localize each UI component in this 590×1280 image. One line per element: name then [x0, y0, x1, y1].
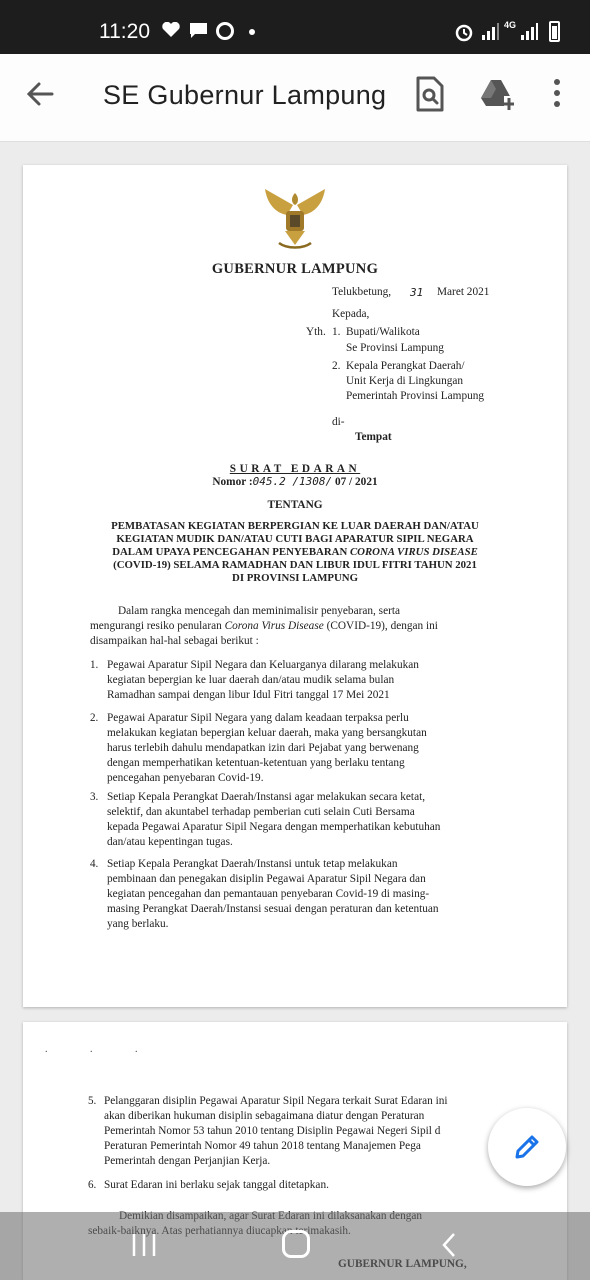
find-in-document-icon[interactable] — [412, 76, 446, 112]
signal-strength-icon — [481, 22, 499, 40]
network-type-label: 4G — [504, 20, 517, 30]
document-page-1[interactable] — [23, 165, 567, 1007]
circular-number — [23, 475, 567, 489]
item-2-line-1: Pegawai Aparatur Sipil Negara yang dalam keadaan terpaksa perlu — [107, 712, 409, 724]
item-6-number: 6. — [88, 1179, 97, 1191]
item-2-line-2: melakukan kegiatan bepergian keluar daerah, maka yang bersangkutan — [107, 727, 427, 739]
item-3-number: 3. — [90, 791, 99, 803]
heart-notification-icon — [161, 22, 181, 38]
item-2-line-4: dengan memperhatikan ketentuan-ketentuan yang berlaku tentang — [107, 757, 405, 769]
system-navigation-bar — [0, 1212, 590, 1280]
alarm-icon — [454, 22, 474, 42]
recipient-2-line-1: Kepala Perangkat Daerah/ — [346, 360, 465, 372]
app-bar — [0, 54, 590, 142]
circular-title: SURAT EDARAN — [229, 463, 361, 475]
battery-icon — [549, 21, 560, 42]
place-label: Telukbetung, — [332, 286, 392, 298]
pencil-icon — [513, 1133, 541, 1161]
subject-line-3a: DALAM UPAYA PENCEGAHAN PENYEBARAN — [112, 546, 350, 558]
item-3-line-4: dan/atau kepentingan tugas. — [107, 836, 233, 848]
item-4-line-1: Setiap Kepala Perangkat Daerah/Instansi untuk tetap melakukan — [107, 858, 398, 870]
item-2-line-5: pencegahan penyebaran Covid-19. — [107, 772, 264, 784]
item-5-line-3: Pemerintah Nomor 53 tahun 2010 tentang Disiplin Pegawai Negeri Sipil d — [104, 1125, 441, 1137]
intro-line-2c: (COVID-19), dengan ini — [323, 620, 438, 632]
more-options-icon[interactable] — [545, 76, 569, 112]
item-5-line-2: akan diberikan hukuman disiplin sebagaimana diatur dengan Peraturan — [104, 1110, 425, 1122]
item-4-line-3: kegiatan pencegahan dan pemantauan penyebaran Covid-19 di masing- — [107, 888, 430, 900]
scan-speckles: . . . — [45, 1044, 158, 1055]
recipient-1-line-1: Bupati/Walikota — [346, 326, 420, 338]
recipient-2-number: 2. — [332, 360, 341, 372]
tentang-label: TENTANG — [267, 499, 323, 511]
intro-line-2a: mengurangi resiko penularan — [90, 620, 225, 632]
subject-line-3 — [23, 546, 567, 559]
recent-apps-icon[interactable] — [131, 1230, 157, 1260]
item-5-line-1: Pelanggaran disiplin Pegawai Aparatur Sipil Negara terkait Surat Edaran ini — [104, 1095, 448, 1107]
kepada-label: Kepada, — [332, 308, 370, 320]
back-arrow-icon[interactable] — [26, 80, 54, 108]
yth-label: Yth. — [306, 326, 326, 338]
edit-fab-button[interactable] — [488, 1108, 566, 1186]
intro-line-2 — [90, 620, 438, 633]
item-1-line-3: Ramadhan sampai dengan libur Idul Fitri tanggal 17 Mei 2021 — [107, 689, 390, 701]
nomor-handwritten: 045.2 /1308/ — [252, 475, 333, 488]
recipient-2-line-2: Unit Kerja di Lingkungan — [346, 375, 464, 387]
item-4-line-2: pembinaan dan penegakan disiplin Pegawai Aparatur Sipil Negara dan — [107, 873, 426, 885]
item-3-line-1: Setiap Kepala Perangkat Daerah/Instansi agar melakukan secara ketat, — [107, 791, 426, 803]
date-month-year: Maret 2021 — [437, 286, 490, 298]
message-notification-icon — [189, 22, 208, 39]
subject-line-4: (COVID-19) SELAMA RAMADHAN DAN LIBUR IDUL FITRI TAHUN 2021 — [113, 559, 477, 571]
item-2-number: 2. — [90, 712, 99, 724]
nomor-rest: 07 / 2021 — [334, 476, 378, 488]
add-to-drive-icon[interactable] — [480, 76, 514, 112]
item-6-line-1: Surat Edaran ini berlaku sejak tanggal ditetapkan. — [104, 1179, 329, 1191]
handwritten-day: 31 — [410, 286, 424, 299]
tempat-label: Tempat — [355, 431, 392, 443]
item-5-number: 5. — [88, 1095, 97, 1107]
garuda-emblem-icon — [261, 183, 329, 253]
item-3-line-3: kepada Pegawai Aparatur Sipil Negara dengan memperhatikan kebutuhan — [107, 821, 441, 833]
intro-line-2b: Corona Virus Disease — [224, 620, 324, 632]
item-5-line-5: Pemerintah dengan Perjanjian Kerja. — [104, 1155, 271, 1167]
item-1-line-1: Pegawai Aparatur Sipil Negara dan Keluarganya dilarang melakukan — [107, 659, 419, 671]
item-1-number: 1. — [90, 659, 99, 671]
item-1-line-2: kegiatan bepergian ke luar daerah dan/atau mudik selama bulan — [107, 674, 395, 686]
subject-line-5: DI PROVINSI LAMPUNG — [232, 572, 358, 584]
subject-line-2: KEGIATAN MUDIK DAN/ATAU CUTI BAGI APARATUR SIPIL NEGARA — [116, 533, 474, 545]
signal-strength-2-icon — [520, 22, 538, 40]
subject-line-3b: CORONA VIRUS DISEASE — [349, 546, 478, 558]
recipient-1-line-2: Se Provinsi Lampung — [346, 342, 444, 354]
nomor-label: Nomor : — [212, 476, 253, 488]
item-3-line-2: selektif, dan akuntabel terhadap pemberian cuti selain Cuti Bersama — [107, 806, 415, 818]
document-title: SE Gubernur Lampung — [103, 80, 387, 110]
home-icon[interactable] — [282, 1230, 310, 1258]
item-4-line-5: yang berlaku. — [107, 918, 169, 930]
recipient-1-number: 1. — [332, 326, 341, 338]
intro-line-1: Dalam rangka mencegah dan meminimalisir penyebaran, serta — [118, 605, 400, 617]
system-back-icon[interactable] — [436, 1230, 462, 1260]
recipient-2-line-3: Pemerintah Provinsi Lampung — [346, 390, 485, 402]
item-4-number: 4. — [90, 858, 99, 870]
more-notifications-dot-icon — [249, 29, 255, 35]
letterhead-heading: GUBERNUR LAMPUNG — [211, 261, 379, 277]
status-bar — [0, 0, 590, 54]
subject-line-1: PEMBATASAN KEGIATAN BERPERGIAN KE LUAR DAERAH DAN/ATAU — [111, 520, 479, 532]
item-2-line-3: harus terlebih dahulu mendapatkan izin dari Pejabat yang berwenang — [107, 742, 419, 754]
intro-line-3: disampaikan hal-hal sebagai berikut : — [90, 635, 259, 647]
sync-notification-icon — [216, 22, 234, 40]
item-4-line-4: masing Perangkat Daerah/Instansi sesuai dengan peraturan dan ketentuan — [107, 903, 439, 915]
item-5-line-4: Peraturan Pemerintah Nomor 49 tahun 2018 tentang Manajemen Pega — [104, 1140, 421, 1152]
status-time: 11:20 — [99, 20, 150, 43]
di-label: di- — [332, 416, 345, 428]
